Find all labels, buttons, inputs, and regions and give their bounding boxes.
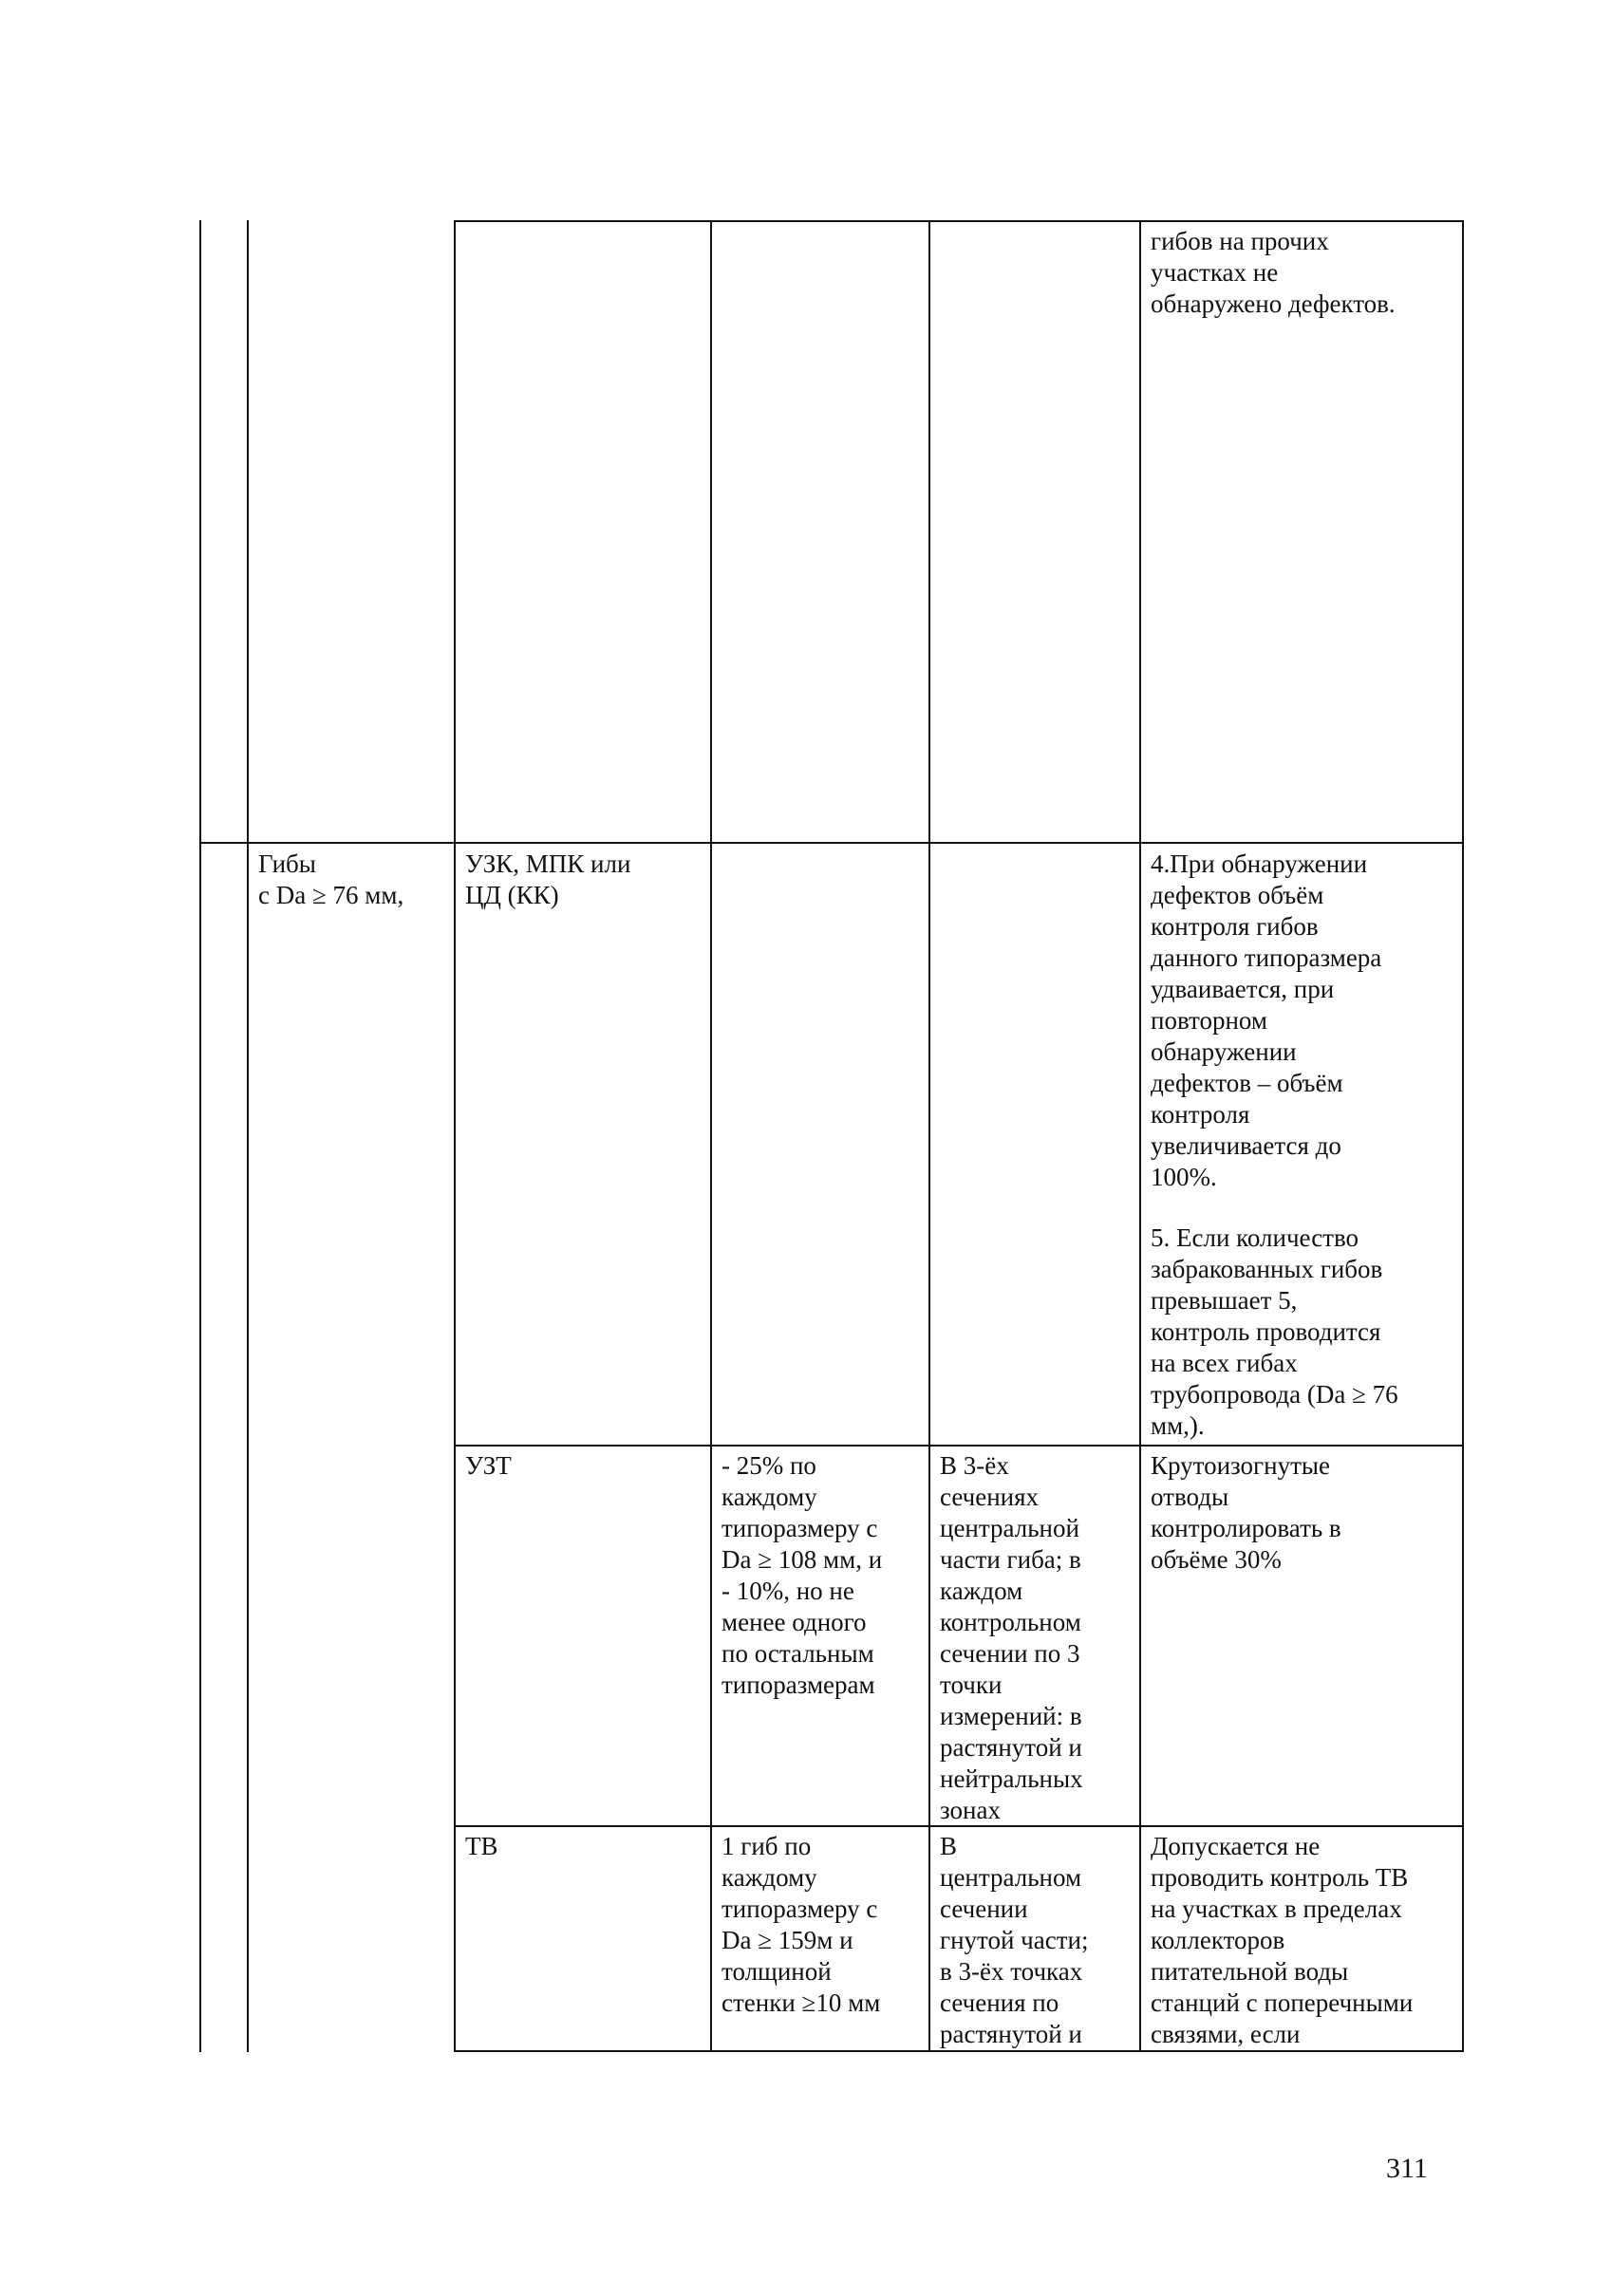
table-border-bottom bbox=[454, 2050, 1464, 2052]
row-divider-1 bbox=[199, 842, 1464, 844]
method-cell-tv: ТВ bbox=[465, 1832, 498, 1860]
column-divider-2 bbox=[710, 220, 712, 2052]
method-cell-bends: УЗК, МПК или ЦД (КК) bbox=[465, 849, 631, 909]
table-border-left-outer bbox=[199, 220, 201, 2052]
scope-cell-tv: 1 гиб по каждому типоразмеру с Da ≥ 159м и толщиной стенки ≥10 мм bbox=[722, 1832, 881, 2017]
table-border-left-inner bbox=[247, 220, 249, 2052]
zones-cell-uzt: В 3-ёх сечениях центральной части гиба; в каждом контрольном сечении по 3 точки измерений: в растянутой и нейтральных зонах bbox=[940, 1451, 1083, 1824]
table-border-right bbox=[1462, 220, 1464, 2052]
zones-cell-tv: В центральном сечении гнутой части; в 3-ёх точках сечения по растянутой и bbox=[940, 1832, 1089, 2048]
column-divider-1 bbox=[454, 220, 456, 2052]
remarks-cell-note-4: 4.При обнаружении дефектов объём контроля гибов данного типоразмера удваивается, при повторном обнаружении дефектов – объём контроля увеличивается до 100%. bbox=[1151, 849, 1382, 1191]
table-border-top bbox=[454, 220, 1464, 222]
method-cell-uzt: УЗТ bbox=[465, 1451, 512, 1480]
column-divider-3 bbox=[928, 220, 930, 2052]
remarks-cell-continued: гибов на прочих участках не обнаружено дефектов. bbox=[1151, 227, 1396, 318]
column-divider-4 bbox=[1139, 220, 1141, 2052]
row-divider-2 bbox=[454, 1445, 1464, 1447]
object-cell-bends: Гибы с Da ≥ 76 мм, bbox=[258, 849, 404, 909]
remarks-cell-uzt: Крутоизогнутые отводы контролировать в объёме 30% bbox=[1151, 1451, 1341, 1574]
page-number: 311 bbox=[1386, 2153, 1428, 2184]
remarks-cell-tv: Допускается не проводить контроль ТВ на участках в пределах коллекторов питательной воды станций с поперечными связями, если bbox=[1151, 1832, 1414, 2048]
remarks-cell-note-5: 5. Если количество забракованных гибов превышает 5, контроль проводится на всех гибах трубопровода (Da ≥ 76 мм,). bbox=[1151, 1223, 1398, 1440]
scope-cell-uzt: - 25% по каждому типоразмеру с Da ≥ 108 мм, и - 10%, но не менее одного по остальным типоразмерам bbox=[722, 1451, 883, 1699]
